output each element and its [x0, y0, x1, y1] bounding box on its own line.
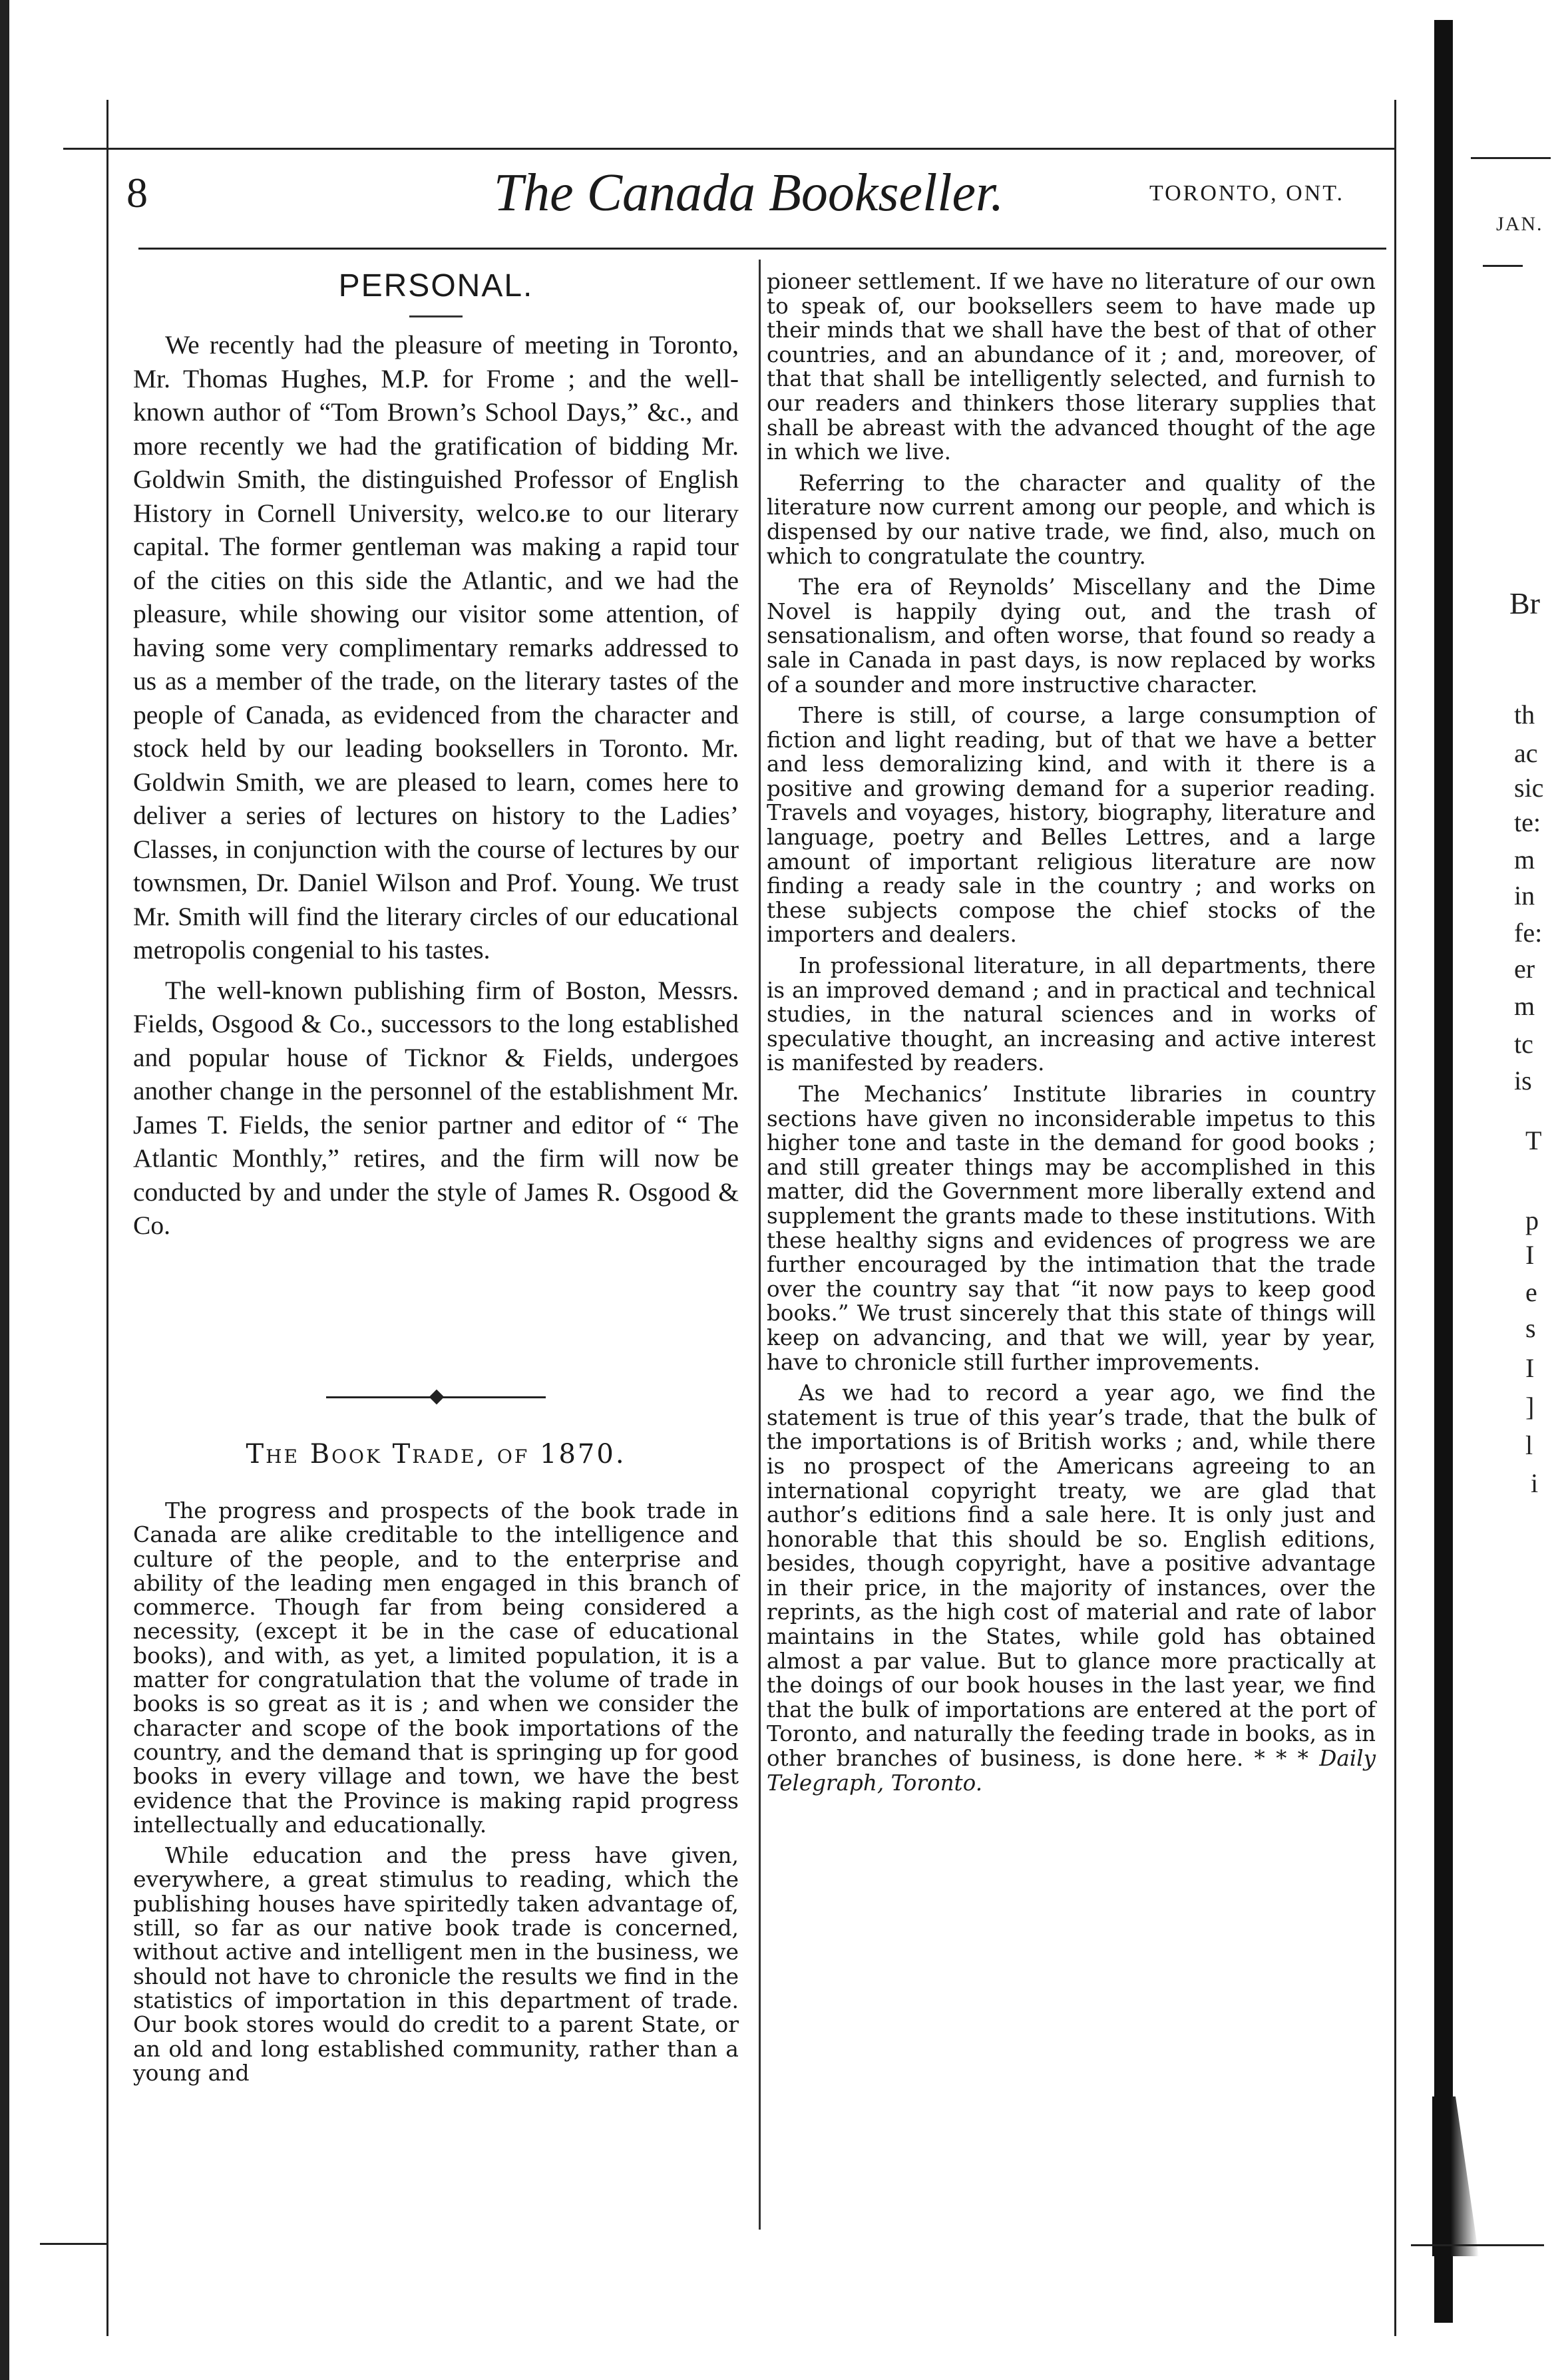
page-number: 8: [126, 169, 148, 216]
scan-edge-left: [0, 0, 9, 2380]
adjacent-fragment: I: [1525, 1240, 1535, 1270]
frame-rule-top: [106, 148, 1394, 150]
book-trade-paragraph: There is still, of course, a large consumption of fiction and light reading, but of that we have a better and less demoralizing kind, and with it there is a positive and growing demand for a superior reading. Travels and voyages, history, biography, literature and language, poetry and Belles Lettres, and a large amount of important religious literature are now finding a ready sale in the country ; and works on these subjects compose the chief stocks of the importers and dealers.: [767, 703, 1376, 948]
book-trade-section: [133, 1438, 739, 2092]
adjacent-fragment: m: [1514, 991, 1535, 1021]
page-header: [113, 166, 1384, 226]
book-trade-heading: The Book Trade, of 1870.: [246, 1439, 626, 1470]
adjacent-fragment: p: [1525, 1205, 1539, 1235]
header-location: TORONTO, ONT.: [1149, 181, 1344, 206]
adjacent-rule: [1471, 157, 1551, 159]
adjacent-fragment: te:: [1514, 807, 1541, 837]
adjacent-fragment: in: [1514, 881, 1535, 910]
book-trade-paragraph-text: As we had to record a year ago, we find the statement is true of this year’s trade, that the bulk of the importations is of British works ; and, while there is no prospect of the Americans agreeing to an international copyright treaty, we are glad that author’s editions find a sale here. It is only just and honorable that this should be so. English editions, besides, though copyright, have a positive advantage in their price, in the majority of instances, over the reprints, as the high cost of material and rate of labor maintains in the States, while gold has obtained almost a par value. But to glance more practically at the doings of our book houses in the last year, we find that the bulk of importations are entered at the port of Toronto, and naturally the feeding trade in books, as in other branches of business, is done here.: [767, 1380, 1376, 1772]
adjacent-page-header: JAN.: [1496, 213, 1543, 235]
heading-rule: [409, 315, 463, 317]
book-trade-continued: [767, 270, 1376, 1802]
adjacent-fragment: T: [1525, 1125, 1542, 1155]
book-trade-paragraph: The era of Reynolds’ Miscellany and the Dime Novel is happily dying out, and the trash of sensationalism, and often worse, that found so ready a sale in Canada in past days, is now replaced by works of a sounder and more instructive character.: [767, 574, 1376, 697]
adjacent-fragment: tc: [1514, 1029, 1533, 1059]
adjacent-fragment: I: [1525, 1353, 1535, 1383]
book-trade-paragraph: [767, 1381, 1376, 1795]
adjacent-fragment: Br: [1509, 586, 1540, 620]
personal-section: [133, 266, 739, 1249]
book-trade-paragraph: In professional literature, in all departments, there is an improved demand ; and in practical and technical studies, in the natural sciences and in works of speculative thought, an increasing and active interest is manifested by readers.: [767, 953, 1376, 1076]
page-binding-shadow: [1432, 2096, 1479, 2256]
adjacent-fragment: fe:: [1514, 918, 1543, 948]
adjacent-fragment: e: [1525, 1277, 1537, 1307]
adjacent-fragment: th: [1514, 699, 1535, 729]
adjacent-rule: [1483, 265, 1523, 267]
adjacent-rule: [1411, 2244, 1544, 2246]
personal-paragraph: We recently had the pleasure of meeting in Toronto, Mr. Thomas Hughes, M.P. for Frome ; and the well-known author of “Tom Brown’s School Days,” &c., and more recently we had the gratification of bidding Mr. Goldwin Smith, the distinguished Professor of English History in Cornell University, welco.ʁe to our literary capital. The former gentleman was making a rapid tour of the cities on this side the Atlantic, and we had the pleasure, while showing our visitor some attention, of having some very complimentary remarks addressed to us as a member of the trade, on the literary tastes of the people of Canada, as evidenced from the character and stock held by our leading booksellers in Toronto. Mr. Goldwin Smith, we are pleased to learn, comes here to deliver a series of lectures on history to the Ladies’ Classes, in conjunction with the course of lectures by our townsmen, Dr. Daniel Wilson and Prof. Young. We trust Mr. Smith will find the literary circles of our educational metropolis congenial to his tastes.: [133, 330, 739, 964]
section-ornament-diamond: [429, 1390, 445, 1405]
adjacent-fragment: is: [1514, 1066, 1532, 1095]
column-divider: [759, 260, 761, 2230]
journal-title: The Canada Bookseller.: [493, 164, 1004, 222]
book-trade-paragraph: pioneer settlement. If we have no literature of our own to speak of, our booksellers seem to have made up their minds that we shall have the best of that of other countries, and an abundance of it ; and, moreover, of that that shall be intelligently selected, and furnish to our readers and thinkers those literary supplies that shall be abreast with the advanced thought of the age in which we live.: [767, 269, 1376, 465]
adjacent-fragment: s: [1525, 1313, 1536, 1343]
frame-rule-right: [1394, 100, 1396, 2336]
adjacent-fragment: m: [1514, 845, 1535, 875]
adjacent-fragment: ]: [1525, 1392, 1535, 1422]
header-rule: [138, 248, 1386, 250]
book-trade-paragraph: While education and the press have given, everywhere, a great stimulus to reading, which the publishing houses have spiritedly taken advantage of, still, so far as our native book trade is concerned, without active and intelligent men in the business, we should not have to chronicle the results we find in the statistics of importation in this department of trade. Our book stores would do credit to a parent State, or an old and long established community, rather than a young and: [133, 1842, 739, 2086]
personal-heading: PERSONAL.: [338, 268, 534, 303]
frame-rule-bottom-left: [40, 2243, 106, 2245]
page-binding-gutter: [1434, 20, 1453, 2323]
source-signoff: * * * Daily Telegraph, Toronto.: [767, 1746, 1376, 1796]
adjacent-fragment: er: [1514, 954, 1535, 984]
book-trade-paragraph: The progress and prospects of the book trade in Canada are alike creditable to the intelligence and culture of the people, and to the enterprise and ability of the leading men engaged in this branch of commerce. Though far from being considered a necessity, (except it be in the case of educational books), and with, as yet, a limited population, it is a matter for congratulation that the volume of trade in books is so great as it is ; and when we consider the character and scope of the book importations of the country, and the demand that is springing up for good books in every village and town, we have the best evidence that the Province is making rapid progress intellectually and educationally.: [133, 1497, 739, 1838]
frame-rule-left: [106, 100, 108, 2336]
adjacent-fragment: i: [1531, 1468, 1539, 1498]
frame-rule-top-left: [63, 148, 106, 150]
adjacent-fragment: ac: [1514, 738, 1538, 768]
adjacent-fragment: sic: [1514, 773, 1544, 803]
adjacent-fragment: l: [1525, 1430, 1533, 1460]
personal-paragraph: The well-known publishing firm of Boston, Messrs. Fields, Osgood & Co., successors to the long established and popular house of Ticknor & Fields, undergoes another change in the personnel of the establishment Mr. James T. Fields, the senior partner and editor of “ The Atlantic Monthly,” retires, and the firm will now be conducted by and under the style of James R. Osgood & Co.: [133, 975, 739, 1240]
book-trade-paragraph: Referring to the character and quality of the literature now current among our people, and which is dispensed by our native trade, we find, also, much on which to congratulate the country.: [767, 470, 1376, 569]
book-trade-paragraph: The Mechanics’ Institute libraries in country sections have given no inconsiderable impetus to this higher tone and taste in the demand for good books ; and still greater things may be accomplished in this matter, did the Government more liberally extend and supplement the grants made to these institutions. With these healthy signs and evidences of progress we are further encouraged by the intimation that the trade over the country say that “it now pays to keep good books.” We trust sincerely that this state of things will keep on advancing, and that we will, year by year, have to chronicle still further improvements.: [767, 1082, 1376, 1375]
